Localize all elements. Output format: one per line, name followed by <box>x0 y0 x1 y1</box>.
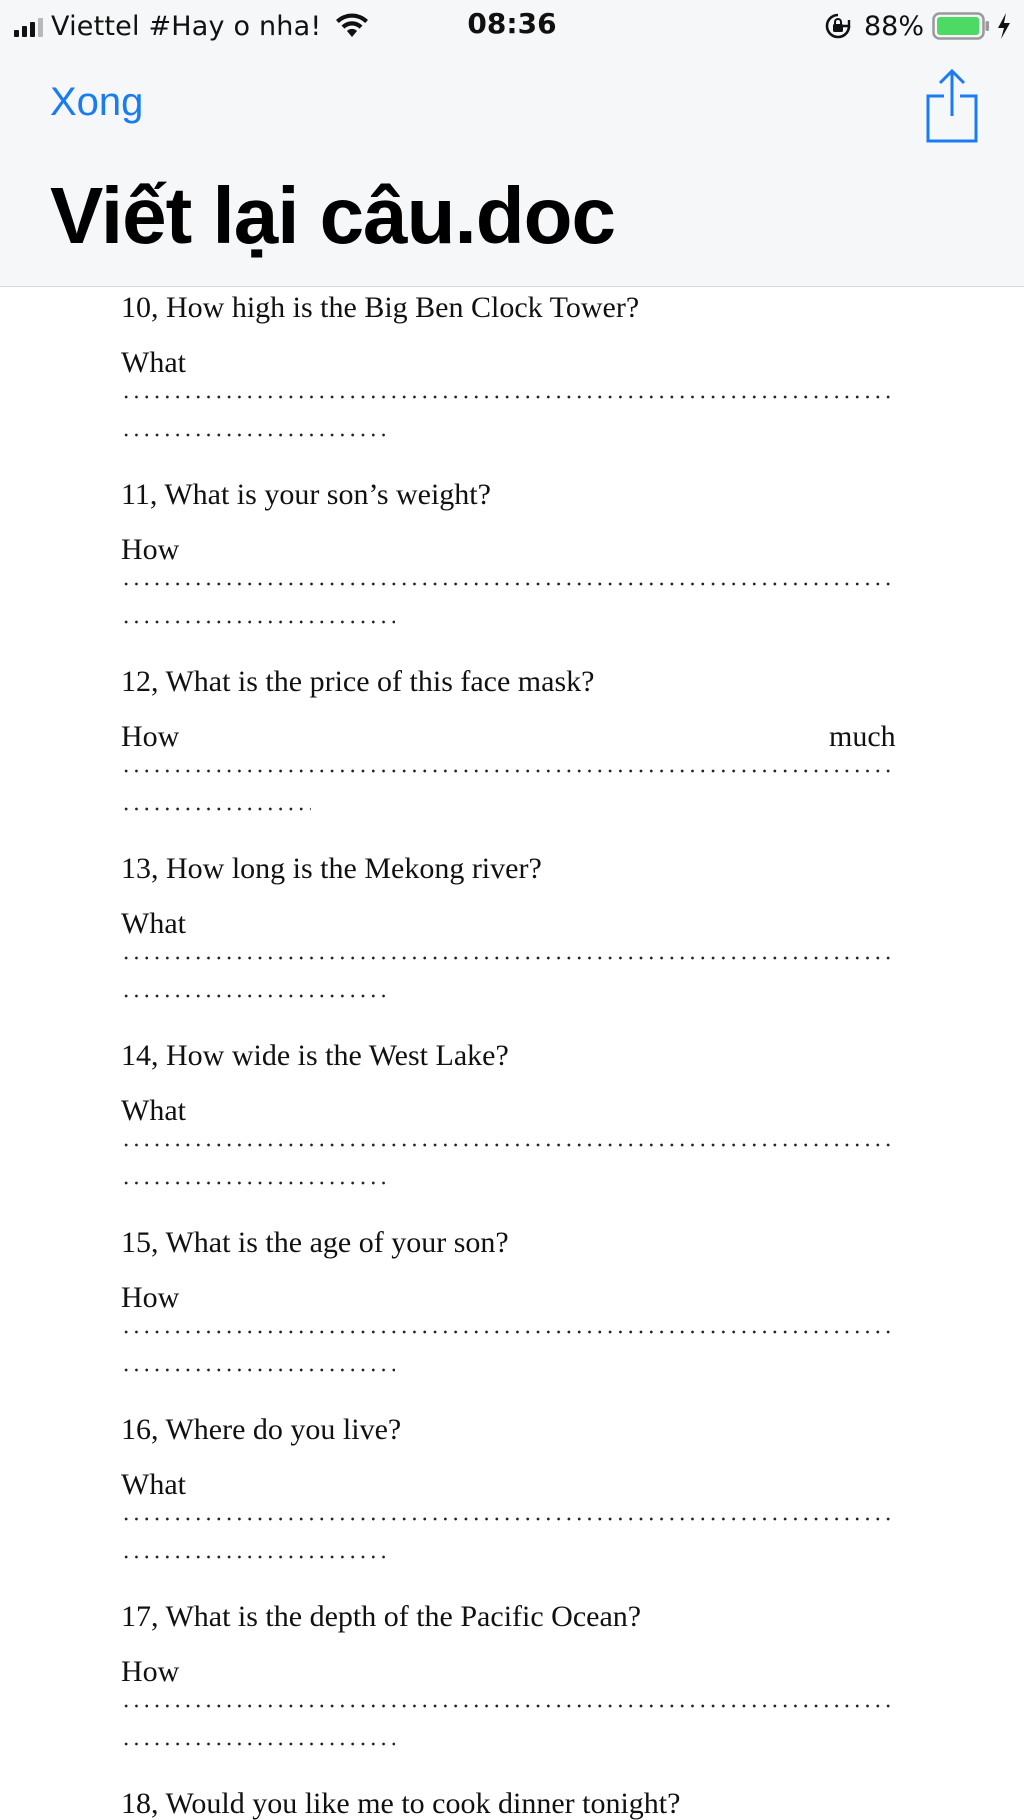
answer-line <box>121 1330 893 1334</box>
answer-line-continued <box>121 1181 385 1185</box>
question-text: 16, Where do you live? <box>121 1413 402 1446</box>
question-text: 10, How high is the Big Ben Clock Tower? <box>121 291 640 324</box>
question-text: 17, What is the depth of the Pacific Ocean? <box>121 1600 642 1633</box>
answer-end: much <box>829 720 896 753</box>
done-button[interactable]: Xong <box>50 80 144 124</box>
answer-line-continued <box>121 620 395 624</box>
charging-bolt-icon <box>996 12 1012 40</box>
battery-percent: 88% <box>863 10 924 42</box>
answer-line <box>121 769 893 773</box>
answer-start: How <box>121 533 180 566</box>
orientation-lock-icon <box>824 12 852 40</box>
document-title: Viết lại câu.doc <box>50 171 615 260</box>
question-text: 15, What is the age of your son? <box>121 1226 509 1259</box>
answer-line-continued <box>121 433 385 437</box>
answer-line-continued <box>121 1368 395 1372</box>
answer-start: How <box>121 1655 180 1688</box>
document-header <box>0 52 1024 287</box>
answer-start: What <box>121 1094 186 1127</box>
answer-line-continued <box>121 1742 395 1746</box>
answer-start: What <box>121 907 186 940</box>
question-text: 12, What is the price of this face mask? <box>121 665 595 698</box>
answer-start: What <box>121 346 186 379</box>
clock-time: 08:36 <box>467 7 557 40</box>
carrier-name: Viettel #Hay o nha! <box>51 10 322 42</box>
answer-line-continued <box>121 994 385 998</box>
answer-line <box>121 395 893 399</box>
status-bar <box>0 0 1024 52</box>
status-right <box>824 8 1012 44</box>
answer-line <box>121 1517 893 1521</box>
question-text: 18, Would you like me to cook dinner tonight? <box>121 1787 681 1820</box>
document-content[interactable] <box>0 287 1024 1820</box>
answer-line-continued <box>121 1555 385 1559</box>
share-icon[interactable] <box>922 68 982 144</box>
question-text: 14, How wide is the West Lake? <box>121 1039 509 1072</box>
answer-line <box>121 582 893 586</box>
answer-line <box>121 1143 893 1147</box>
answer-line <box>121 956 893 960</box>
battery-icon <box>932 12 990 40</box>
answer-start: How <box>121 720 180 753</box>
question-text: 13, How long is the Mekong river? <box>121 852 542 885</box>
answer-line-continued <box>121 807 311 811</box>
question-text: 11, What is your son’s weight? <box>121 478 491 511</box>
answer-start: How <box>121 1281 180 1314</box>
answer-start: What <box>121 1468 186 1501</box>
answer-line <box>121 1704 893 1708</box>
